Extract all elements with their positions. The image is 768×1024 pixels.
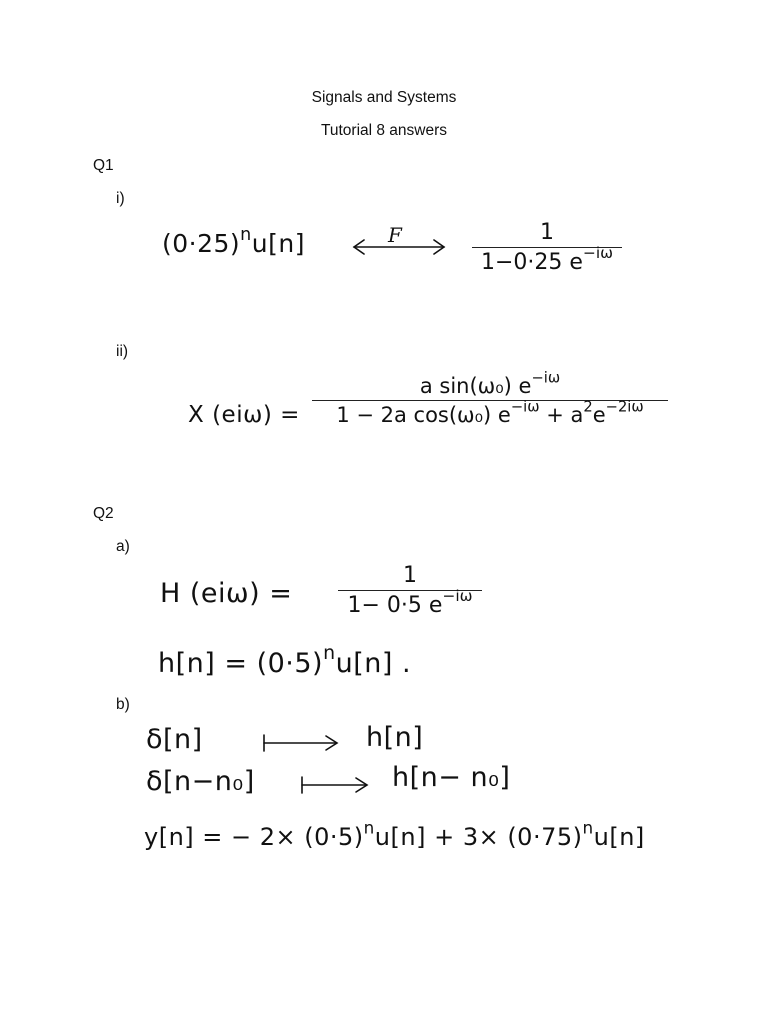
q1-i-denominator [472, 244, 622, 275]
question-label-q1: Q1 [93, 157, 114, 174]
document-title: Signals and Systems [311, 89, 457, 106]
q1-i-den-exponent: −iω [582, 244, 613, 263]
double-arrow-icon [352, 238, 448, 258]
q2-a-den-exponent: −iω [442, 587, 473, 606]
q2-a-h-base: h[n] = (0·5) [158, 648, 324, 679]
q1-ii-numerator [312, 369, 668, 398]
q2-b-line1-right: h[n] [366, 722, 424, 753]
fourier-transform-label: F [388, 223, 402, 247]
q1-ii-den-part-c-exponent: −2iω [605, 398, 644, 416]
q2-b-y-part-a: y[n] = − 2× (0·5) [144, 823, 364, 851]
q1-ii-fraction [312, 369, 668, 427]
q2-b-line2-left: δ[n−n₀] [146, 766, 255, 797]
question-label-q2: Q2 [93, 505, 114, 522]
q2-b-y-part-b: u[n] + 3× (0·75) [374, 823, 583, 851]
q1-ii-denominator [312, 398, 668, 427]
q2-a-impulse-response [158, 641, 412, 679]
q1-ii-num-exponent: −iω [531, 369, 561, 387]
q1-i-fraction [472, 220, 622, 275]
q1-i-lhs-base: (0·25) [162, 229, 241, 258]
q2-b-y-part-a-exponent: n [363, 817, 375, 838]
q2-b-line1-left: δ[n] [146, 724, 203, 755]
q1-ii-den-part-b-exponent: 2 [583, 398, 593, 416]
q1-i-den-base: 1−0·25 e [480, 250, 583, 275]
q2-a-numerator: 1 [403, 563, 417, 588]
q2-a-h-tail: u[n] . [335, 648, 412, 679]
q2-a-den-base: 1− 0·5 e [347, 593, 443, 618]
q2-a-lhs: H (eiω) = [160, 578, 293, 609]
q1-i-numerator: 1 [540, 220, 554, 245]
q2-b-output [144, 817, 645, 851]
q1-ii-den-part-b: + a [539, 403, 584, 427]
part-label-q2-a: a) [116, 538, 130, 555]
part-label-q1-ii: ii) [116, 343, 129, 360]
maps-to-arrow-icon [262, 733, 342, 753]
q2-a-h-exponent: n [323, 641, 336, 664]
q1-ii-den-part-a-exponent: −iω [510, 398, 540, 416]
part-label-q2-b: b) [116, 696, 130, 713]
q1-ii-lhs: X (eiω) = [188, 402, 300, 428]
q1-i-lhs [162, 224, 305, 258]
q2-a-denominator [338, 587, 482, 618]
q1-ii-den-part-c: e [592, 403, 606, 427]
q1-ii-num-base: a sin(ω₀) e [419, 374, 532, 398]
q1-i-lhs-exponent: n [240, 224, 252, 245]
q1-ii-den-part-a: 1 − 2a cos(ω₀) e [336, 403, 511, 427]
maps-to-arrow-icon [300, 775, 372, 795]
part-label-q1-i: i) [116, 190, 125, 207]
q2-b-line2-right: h[n− n₀] [392, 762, 511, 793]
q1-i-lhs-tail: u[n] [251, 229, 305, 258]
document-subtitle: Tutorial 8 answers [320, 122, 448, 139]
q2-b-y-part-c: u[n] [593, 823, 645, 851]
q2-a-fraction [338, 563, 482, 618]
q2-b-y-part-b-exponent: n [582, 817, 594, 838]
